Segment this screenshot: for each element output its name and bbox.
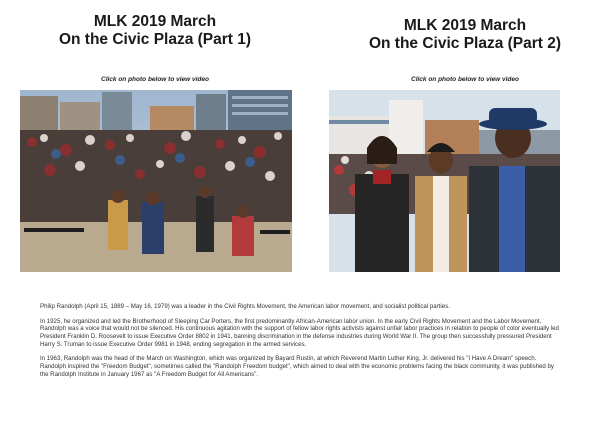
video-thumbnail-part2[interactable] — [329, 90, 560, 272]
section-title-part1 — [10, 13, 300, 49]
title-line1: MLK 2019 March — [403, 17, 527, 34]
video-thumbnail-part1[interactable] — [20, 90, 292, 272]
video-caption-part1: Click on photo below to view video — [101, 76, 209, 83]
video-caption-part2: Click on photo below to view video — [411, 76, 519, 83]
crowd-photo-icon — [20, 90, 292, 272]
biography-paragraph-1: Philip Randolph (April 15, 1889 – May 16, 1979) was a leader in the Civil Rights Movement, the American labor movement, and socialist political parties. — [40, 303, 450, 310]
randolph-biography — [40, 303, 560, 385]
biography-paragraph-2: In 1925, he organized and led the Brotherhood of Sleeping Car Porters, the first predominantly African-American labor union. In the early Civil Rights Movement and the Labor Movement, Randolph was a voice that would not be silenced. His continuous agitation with the support of fellow labor rights activists against unfair labor practices in relation to people of color eventually led President Franklin D. Roosevelt to issue Executive Order 8802 in 1941, banning discrimination in the defense industries during World War II. The group then successfully pressured President Harry S. Truman to issue Executive Order 9981 in 1948, ending segregation in the armed services. — [40, 317, 559, 348]
title-line2: On the Civic Plaza (Part 2) — [368, 35, 562, 52]
title-line1: MLK 2019 March — [93, 13, 217, 30]
title-line2: On the Civic Plaza (Part 1) — [58, 31, 252, 48]
group-portrait-photo-icon — [329, 90, 560, 272]
section-title-part2 — [320, 17, 600, 53]
biography-paragraph-3: In 1963, Randolph was the head of the March on Washington, which was organized by Bayard Rustin, at which Reverend Martin Luther King, Jr. delivered his "I Have A Dream" speech. Randolph inspired the "Freedom Budget", sometimes called the "Randolph Freedom budget", which aimed to deal with the economic problems facing the black community, it was published by the Randolph Institute in January 1967 as "A Freedom Budget for All Americans". — [40, 355, 554, 378]
